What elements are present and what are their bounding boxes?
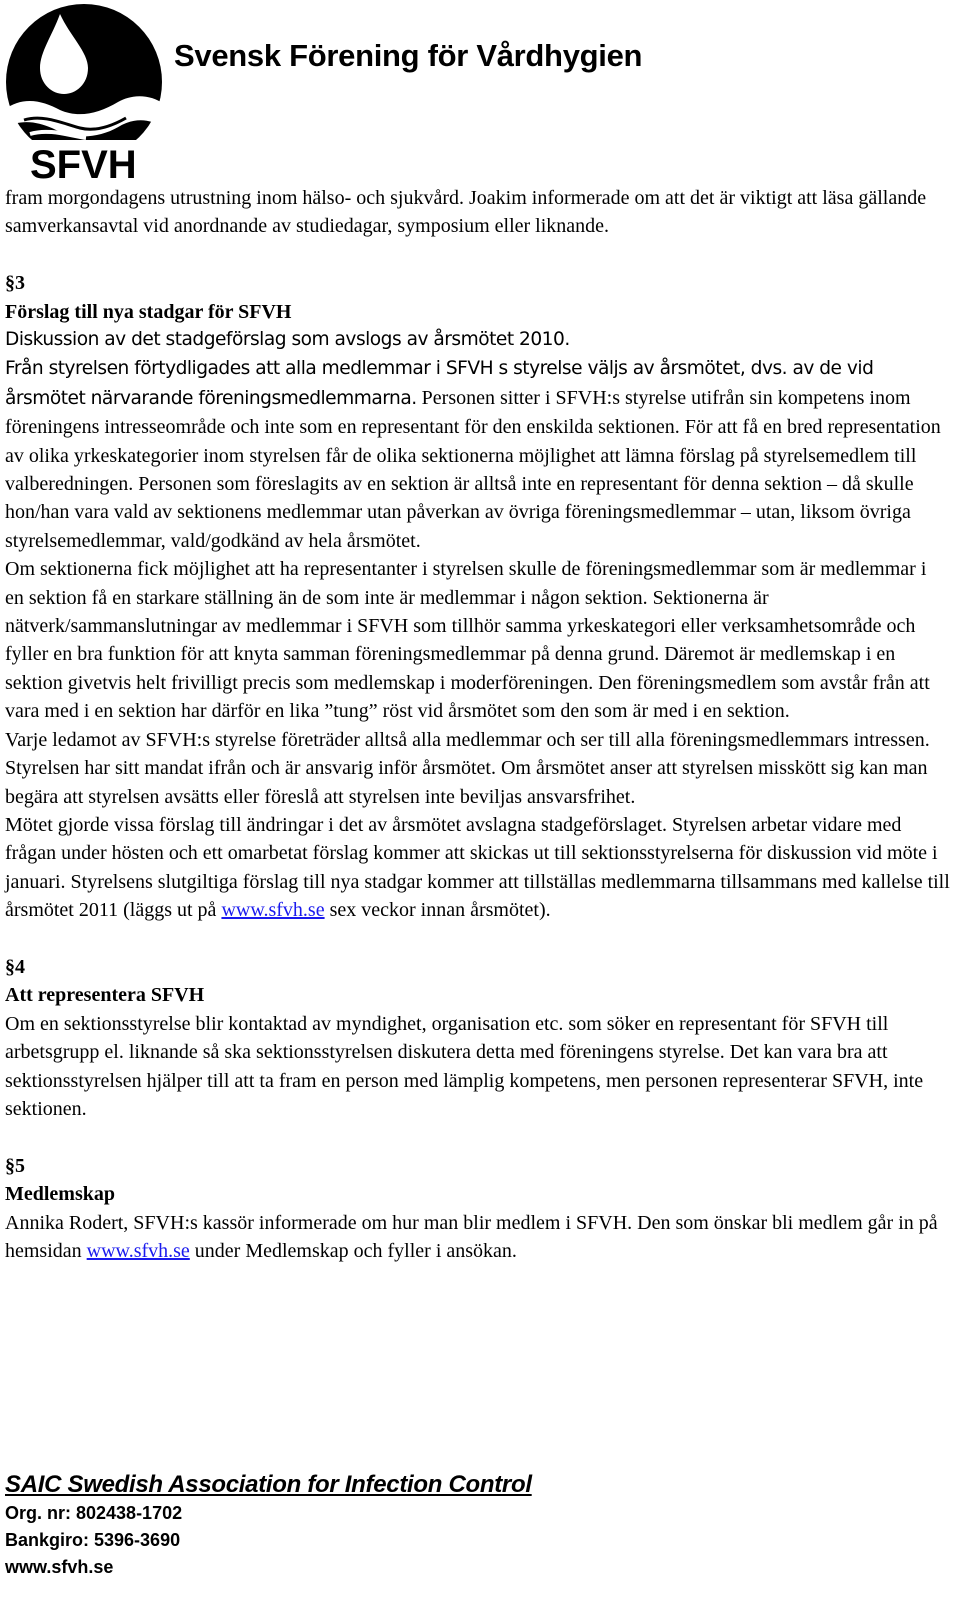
section-5-paragraph-1-end: under Medlemskap och fyller i ansökan. [189,1239,517,1262]
section-4-number: §4 [5,955,25,978]
document-body [5,184,950,1265]
footer-bankgiro: Bankgiro: 5396-3690 [5,1530,181,1550]
section-3-paragraph-4: Varje ledamot av SFVH:s styrelse företräder alltså alla medlemmar och ser till alla föreningsmedlemmars intressen. Styrelsen har sitt mandat ifrån och är ansvarig inför årsmötet. Om årsmötet anser att styrelsen misskött sig kan man begära att styrelsen avsätts eller föreslå att styrelsen inte beviljas ansvarsfrihet. [5,728,930,808]
section-4-paragraph-1: Om en sektionsstyrelse blir kontaktad av myndighet, organisation etc. som söker en representant för SFVH till arbetsgrupp el. liknande så ska sektionsstyrelsen diskutera detta med föreningens styrelse. Det kan vara bra att sektionsstyrelsen hjälper till att ta fram en person med lämplig kompetens, men personen representerar SFVH, inte sektionen. [5,1012,924,1120]
section-5-paragraph-1-text: Annika Rodert, SFVH:s kassör informerade om hur man blir medlem i SFVH. Den som önskar bli medlem går in på hemsidan [5,1211,938,1262]
section-5-title: Medlemskap [5,1183,115,1206]
page-footer [5,1470,532,1581]
section-4-title: Att representera SFVH [5,984,205,1007]
section-5-number: §5 [5,1154,25,1177]
intro-paragraph: fram morgondagens utrustning inom hälso- och sjukvård. Joakim informerade om att det är viktigt att läsa gällande samverkansavtal vid anordnande av studiedagar, symposium eller liknande. [5,187,927,238]
section-3-paragraph-3: Om sektionerna fick möjlighet att ha representanter i styrelsen skulle de föreningsmedlemmar som är medlemmar i en sektion få en starkare ställning än de som inte är medlemmar i någon sektion. Sektionerna är nätverk/sammanslutningar av medlemmar i SFVH som tillhör samma yrkeskategori eller verksamhetsområde och fyller en bra funktion för att knyta samman föreningsmedlemmar på denna grund. Däremot är medlemskap i en sektion givetvis helt frivilligt precis som medlemskap i moderföreningen. Den föreningsmedlem som avstår från att vara med i en sektion har därför en lika ”tung” röst vid årsmötet som den som är med i en sektion. [5,558,930,723]
section-3-paragraph-5-end: sex veckor innan årsmötet). [324,899,551,922]
page-header [0,0,960,184]
footer-title: SAIC Swedish Association for Infection Control [5,1471,532,1498]
section-3-paragraph-2-rest: Personen sitter i SFVH:s styrelse utifrån sin kompetens inom föreningens intresseområde och inte som en representant för den enskilda sektionen. För att få en bred representation av olika yrkeskategorier inom styrelsen får de olika sektionerna möjlighet att lämna förslag på styrelsemedlem till valberedningen. Personen som föreslagits av en sektion är alltså inte en representant för denna sektion – då skulle hon/han vara vald av sektionens medlemmar utan påverkan av övriga föreningsmedlemmar – utan, liksom övriga styrelsemedlemmar, vald/godkänd av hela årsmötet. [5,386,941,552]
sfvh-website-link[interactable]: www.sfvh.se [221,899,325,922]
section-3-paragraph-2-lead: Från styrelsen förtydligades att alla medlemmar i SFVH s styrelse väljs av årsmötet, dvs. av de vid årsmötet närvarande föreningsmedlemmarna. [5,358,874,409]
sfvh-logo [0,0,170,184]
footer-org-number: Org. nr: 802438-1702 [5,1503,183,1523]
section-5-paragraph-1 [5,1209,950,1266]
sfvh-membership-link[interactable]: www.sfvh.se [86,1239,190,1262]
footer-website: www.sfvh.se [5,1557,114,1577]
section-3-number: §3 [5,272,25,295]
section-3-paragraph-5-text: Mötet gjorde vissa förslag till ändringar i det av årsmötet avslagna stadgeförslaget. Styrelsen arbetar vidare med frågan under hösten och ett omarbetat förslag kommer att skickas ut till sektionsstyrelserna för diskussion vid möte i januari. Styrelsens slutgiltiga förslag till nya stadgar kommer att tillställas medlemmarna tillsammans med kallelse till årsmötet 2011 (läggs ut på [5,813,950,922]
section-3-title: Förslag till nya stadgar för SFVH [5,300,292,323]
section-3-paragraph-5 [5,811,950,925]
section-3-paragraph-1: Diskussion av det stadgeförslag som avslogs av årsmötet 2010. [5,329,570,351]
organization-name: Svensk Förening för Vårdhygien [174,38,643,73]
section-3-paragraph-2 [5,354,950,555]
logo-text: SFVH [30,143,137,184]
